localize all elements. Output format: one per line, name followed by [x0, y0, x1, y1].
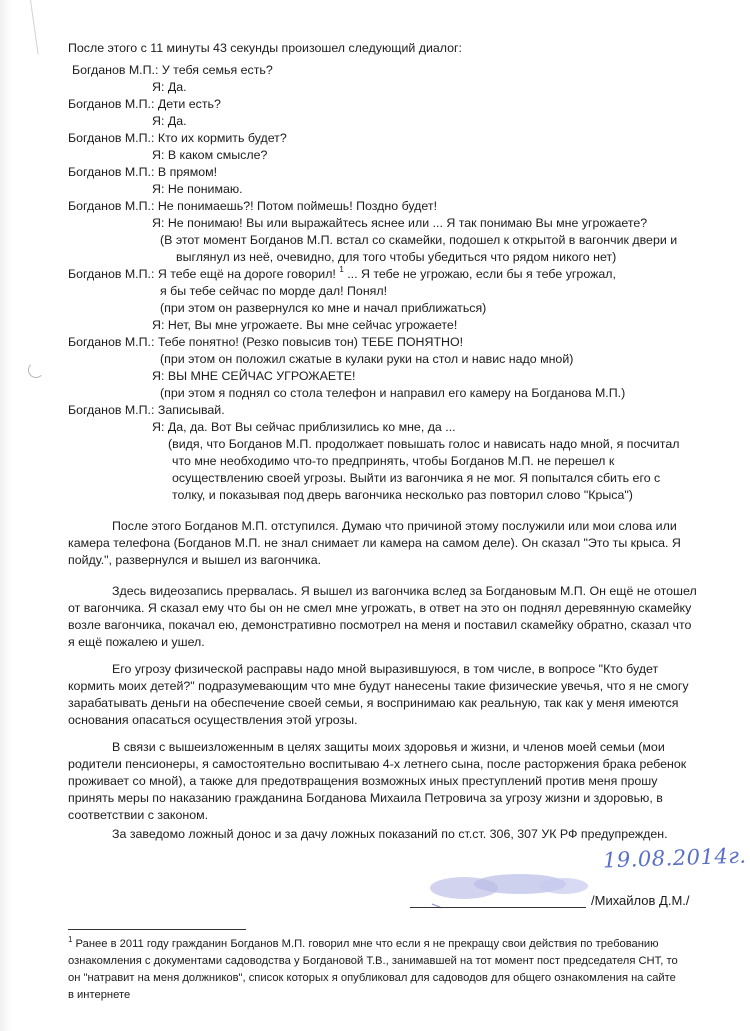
paragraph-line: возле вагончика, покачал ею, демонстративно посмотрел на меня и поставил скамейку обратно, сказал что: [68, 618, 692, 632]
footnote-reference: 1: [339, 265, 344, 274]
footnote-line: он "натравит на меня должников", список которых я опубликовал для садоводов для общего ознакомления на сайте: [68, 972, 676, 984]
dialog-remark: (В этот момент Богданов М.П. встал со скамейки, подошел к открытой в вагончик двери и: [160, 233, 678, 247]
dialog-line: Я: ВЫ МНЕ СЕЙЧАС УГРОЖАЕТЕ!: [152, 369, 356, 383]
dialog-line: Я: Не понимаю! Вы или выражайтесь яснее или ... Я так понимаю Вы мне угрожаете?: [152, 216, 648, 230]
dialog-remark: что мне необходимо что-то предпринять, чтобы Богданов М.П. не перешел к: [172, 454, 615, 468]
dialog-line: Я: Нет, Вы мне угрожаете. Вы мне сейчас угрожаете!: [152, 318, 458, 332]
paragraph-line: Его угрозу физической расправы надо мной выразившуюся, в том числе, в вопросе "Кто будет: [112, 662, 659, 676]
dialog-remark: (при этом я поднял со стола телефон и направил его камеру на Богданова М.П.): [160, 386, 626, 400]
dialog-line: Богданов М.П.: Дети есть?: [68, 97, 221, 111]
hole-punch-mark: [28, 362, 44, 378]
dialog-line: Я: Не понимаю.: [152, 182, 243, 196]
paragraph-line: камера телефона (Богданов М.П. не знал снимает ли камера на самом деле). Он сказал "Это ты крыса. Я: [68, 536, 681, 550]
footnote-line: в интернете: [68, 989, 131, 1001]
dialog-line: Я: Да, да. Вот Вы сейчас приблизились ко мне, да ...: [152, 420, 456, 434]
intro-line: После этого с 11 минуты 43 секунды произошел следующий диалог:: [68, 41, 462, 55]
paragraph-line: В связи с вышеизложенным в целях защиты моих здоровья и жизни, и членов моей семьи (мои: [112, 740, 665, 754]
paragraph-line: зарабатывать деньги на обеспечение своей семьи, я воспринимаю как реальную, так как у меня имеются: [68, 696, 679, 710]
paragraph-line: соответствии с законом.: [68, 808, 209, 822]
dialog-line: Богданов М.П.: В прямом!: [68, 165, 218, 179]
paragraph-line: от вагончика. Я сказал ему что бы он не смел мне угрожать, в ответ на это он поднял деревянную скамейку: [68, 601, 692, 615]
paragraph-line: После этого Богданов М.П. отступился. Думаю что причиной этому послужили или мои слова или: [112, 519, 677, 533]
signature-line: [410, 907, 586, 908]
dialog-line: Богданов М.П.: Не понимаешь?! Потом поймешь! Поздно будет!: [68, 199, 438, 213]
dialog-line: Богданов М.П.: У тебя семья есть?: [72, 63, 273, 77]
paragraph-line: пойду.", развернулся и вышел из вагончика.: [68, 553, 322, 567]
dialog-line: Я: В каком смысле?: [152, 148, 268, 162]
dialog-line: Я: Да.: [152, 80, 187, 94]
handwritten-date: 19.08.2014г.: [602, 843, 747, 873]
perjury-warning: За заведомо ложный донос и за дачу ложных показаний по ст.ст. 306, 307 УК РФ предупрежден.: [112, 827, 668, 841]
paragraph-line: принять меры по наказанию гражданина Богданова Михаила Петровича за угрозу жизни и здоровью, в: [68, 791, 663, 805]
dialog-line: Богданов М.П.: Тебе понятно! (Резко повысив тон) ТЕБЕ ПОНЯТНО!: [68, 335, 464, 349]
footnote-line: ознакомления с документами садоводства у Богдановой Т.В., занимавшей на тот момент пост председателя СНТ, то: [68, 955, 678, 967]
dialog-remark: (видя, что Богданов М.П. продолжает повышать голос и нависать надо мной, я посчитал: [168, 437, 680, 451]
paragraph-line: основания опасаться осуществления этой угрозы.: [68, 713, 358, 727]
dialog-line: Богданов М.П.: Записывай.: [68, 403, 225, 417]
dialog-line: [68, 266, 616, 282]
footnote-text: Ранее в 2011 году гражданин Богданов М.П. говорил мне что если я не прекращу свои действия по требованию: [72, 938, 659, 950]
dialog-line: Богданов М.П.: Кто их кормить будет?: [68, 131, 287, 145]
signature-name: /Михайлов Д.М./: [591, 893, 690, 908]
scan-edge-shadow: [0, 0, 12, 1031]
paragraph-line: кормить моих детей?" подразумевающим что мне будут нанесены такие физические увечья, что я не смогу: [68, 679, 689, 693]
paragraph-line: я ещё пожалею и ушел.: [68, 635, 205, 649]
dialog-line-part: Богданов М.П.: Я тебе ещё на дороге говорил!: [68, 267, 336, 281]
footnote-line: [68, 936, 659, 953]
paragraph-line: родители пенсионеры, я самостоятельно воспитываю 4-х летнего сына, после расторжения брака ребенок: [68, 757, 687, 771]
dialog-remark: (при этом он положил сжатые в кулаки руки на стол и навис надо мной): [160, 352, 574, 366]
scan-corner-mark: [30, 0, 39, 55]
dialog-remark: (при этом он развернулся ко мне и начал приближаться): [160, 301, 487, 315]
footnote-mark: 1: [68, 935, 73, 944]
footnote-divider: [68, 929, 246, 930]
dialog-line-part: ... Я тебе не угрожаю, если бы я тебе угрожал,: [343, 267, 616, 281]
dialog-line: Я: Да.: [152, 114, 187, 128]
dialog-remark: осуществлению своей угрозы. Выйти из вагончика я не мог. Я попытался сбить его с: [172, 471, 661, 485]
paragraph-line: проживает со мной), а также для предотвращения возможных иных преступлений против меня прошу: [68, 774, 658, 788]
dialog-line: я бы тебе сейчас по морде дал! Понял!: [160, 284, 388, 298]
dialog-remark: толку, и показывая под дверь вагончика несколько раз повторил слово "Крыса"): [172, 488, 633, 502]
paragraph-line: Здесь видеозапись прервалась. Я вышел из вагончика вслед за Богдановым М.П. Он ещё не отошел: [112, 584, 697, 598]
dialog-remark: выглянул из неё, очевидно, для того чтобы убедиться что рядом никого нет): [176, 250, 617, 264]
